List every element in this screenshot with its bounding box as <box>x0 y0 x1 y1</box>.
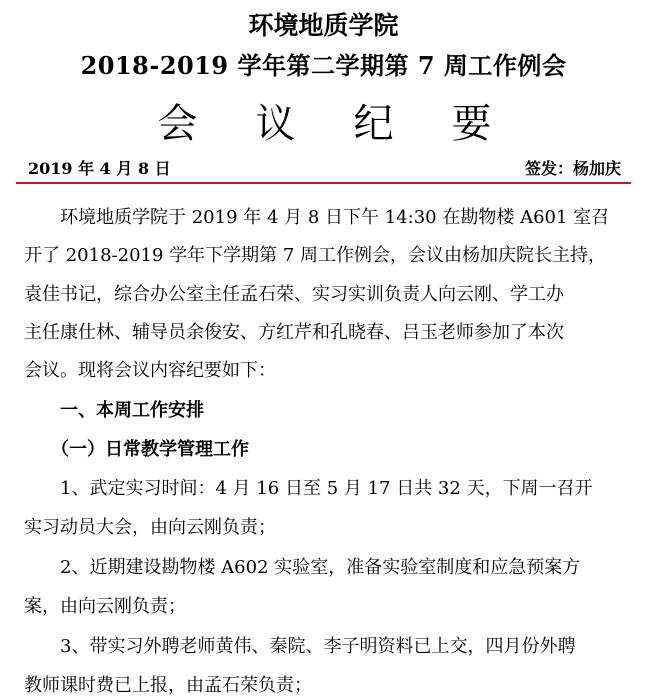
body-line: 会议。现将会议内容纪要如下： <box>24 360 276 381</box>
body-line: 主任康仕林、辅导员余俊安、方红芹和孔晓春、吕玉老师参加了本次 <box>24 322 564 343</box>
issuer-signature: 签发：杨加庆 <box>524 159 621 178</box>
subsection-heading: （一）日常教学管理工作 <box>24 439 249 460</box>
body-line: 环境地质学院于 2019 年 4 月 8 日下午 14:30 在勘物楼 A601 室召 <box>24 207 610 228</box>
body-line: 实习动员大会，由向云刚负责； <box>24 517 276 538</box>
document-type-title: 会议纪要 <box>157 101 550 147</box>
body-line: 案，由向云刚负责； <box>24 596 186 617</box>
section-heading: 一、本周工作安排 <box>24 400 204 421</box>
institution-title: 环境地质学院 <box>248 11 399 40</box>
body-line: 开了 2018-2019 学年下学期第 7 周工作例会，会议由杨加庆院长主持， <box>24 245 607 266</box>
body-line: 袁佳书记，综合办公室主任孟石荣、实习实训负责人向云刚、学工办 <box>24 284 564 305</box>
body-line: 1、武定实习时间：4 月 16 日至 5 月 17 日共 32 天，下周一召开 <box>24 478 593 499</box>
body-line: 2、近期建设勘物楼 A602 实验室，准备实验室制度和应急预案方 <box>24 557 581 578</box>
body-line: 教师课时费已上报，由孟石荣负责； <box>24 675 312 696</box>
body-line: 3、带实习外聘老师黄伟、秦院、李子明资料已上交，四月份外聘 <box>24 636 576 657</box>
meeting-date: 2019 年 4 月 8 日 <box>28 159 171 178</box>
meeting-title: 2018-2019 学年第二学期第 7 周工作例会 <box>80 51 567 80</box>
red-divider <box>16 182 631 184</box>
